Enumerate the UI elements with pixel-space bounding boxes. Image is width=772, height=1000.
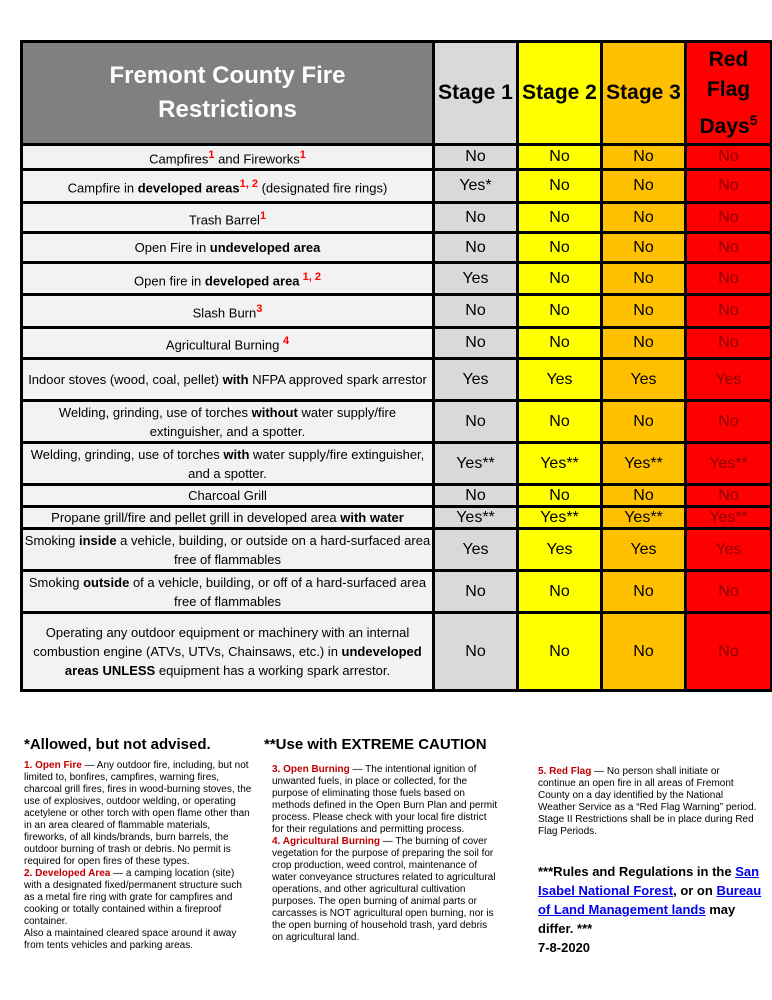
activity-text: Agricultural Burning (165, 337, 283, 353)
developed-area-definition (24, 868, 252, 928)
stage-3-value: Yes (602, 529, 686, 571)
activity-text: Trash Barrel (188, 211, 260, 227)
rules-tail: may differ. *** (538, 902, 736, 936)
activity-text: inside (78, 532, 117, 548)
table-row (22, 529, 772, 571)
activity-text: without (251, 404, 298, 420)
activity-text: Propane grill/fire and pellet grill in developed area (51, 510, 341, 526)
red-flag-value: No (686, 328, 772, 359)
red-flag-value: No (686, 485, 772, 507)
stage-1-value: No (434, 571, 518, 613)
red-flag-value: No (686, 401, 772, 443)
open-burning-term: 3. Open Burning (272, 764, 350, 775)
stage-3-value: No (602, 170, 686, 203)
activity-text: Open fire in (134, 272, 205, 288)
table-row (22, 443, 772, 485)
stage-1-value: Yes (434, 263, 518, 295)
activity-text: a vehicle, building, or outside on a hard-surfaced area free of flammables (116, 532, 431, 567)
red-flag-value: No (686, 203, 772, 233)
stage-1-value: Yes (434, 359, 518, 401)
stage-3-value: No (602, 233, 686, 263)
red-flag-text: — No person shall initiate or continue an open fire in all areas of Fremont County on a day identified by the National Weather Service as a “Red Flag Warning” period. Stage II Restrictions shall be in place during Red Flag Periods. (538, 766, 757, 837)
table-row (22, 359, 772, 401)
stage-3-value: No (602, 263, 686, 295)
footnote-marker: 1, 2 (299, 270, 321, 283)
stage-1-header: Stage 1 (434, 42, 518, 145)
stage-3-value: Yes** (602, 507, 686, 529)
red-flag-superscript: 5 (749, 111, 758, 128)
restrictions-body (22, 145, 772, 691)
stage-1-value: No (434, 485, 518, 507)
activity-text: outside (83, 574, 130, 590)
activity-cell (22, 145, 434, 170)
stage-1-value: Yes (434, 529, 518, 571)
activity-cell (22, 443, 434, 485)
activity-text: Slash Burn (192, 305, 257, 321)
restrictions-table (20, 40, 772, 692)
agricultural-burning-definition (272, 836, 500, 944)
activity-cell (22, 529, 434, 571)
developed-area-text: — a camping location (site) with a designated fixed/permanent structure such as a metal fire ring with grate for campfires and cooking or totally contained within a fireproof container. (24, 868, 242, 927)
stage-1-value: No (434, 328, 518, 359)
stage-3-value: No (602, 571, 686, 613)
blm-lands-link[interactable]: Bureau of Land Management lands (538, 883, 762, 917)
activity-text: with (223, 446, 250, 462)
stage-2-header: Stage 2 (518, 42, 602, 145)
activity-cell (22, 233, 434, 263)
stage-2-value: No (518, 170, 602, 203)
activity-text: undeveloped area (209, 240, 321, 256)
activity-text: Operating any outdoor equipment or machinery with an internal combustion engine (ATVs, UTVs, Chainsaws, etc.) in (33, 625, 410, 660)
stage-2-value: No (518, 401, 602, 443)
red-flag-value: No (686, 145, 772, 170)
red-flag-value: No (686, 571, 772, 613)
activity-text: developed areas (137, 180, 240, 196)
stage-1-value: No (434, 401, 518, 443)
open-burning-text: — The intentional ignition of unwanted fuels, in place or collected, for the purpose of eliminating those fuels based on methods defined in the Open Burn Plan and permit process. Please check with your local fire district for their regulations and permitting process. (272, 764, 498, 835)
activity-cell (22, 401, 434, 443)
stage-3-value: No (602, 401, 686, 443)
activity-text: Indoor stoves (wood, coal, pellet) (28, 372, 223, 388)
footnote-marker: 1 (259, 209, 267, 222)
stage-2-value: No (518, 233, 602, 263)
activity-text: undeveloped areas UNLESS (64, 644, 422, 679)
table-row (22, 263, 772, 295)
open-fire-definition (24, 760, 252, 868)
activity-text: water supply/fire extinguisher, and a spotter. (149, 404, 397, 439)
activity-text: of a vehicle, building, or off of a hard-surfaced area free of flammables (129, 574, 427, 609)
red-flag-line-2: Flag (706, 77, 751, 101)
stage-3-value: Yes** (602, 443, 686, 485)
stage-2-value: No (518, 203, 602, 233)
stage-2-value: No (518, 263, 602, 295)
red-flag-term: 5. Red Flag (538, 766, 592, 777)
activity-text: Charcoal Grill (188, 488, 267, 504)
stage-1-value: No (434, 233, 518, 263)
red-flag-value: Yes** (686, 507, 772, 529)
activity-text: (designated fire rings) (257, 180, 388, 196)
stage-3-header: Stage 3 (602, 42, 686, 145)
developed-area-term: 2. Developed Area (24, 868, 111, 879)
activity-cell (22, 263, 434, 295)
red-flag-value: Yes** (686, 443, 772, 485)
activity-text: Campfires (149, 151, 209, 167)
agricultural-burning-term: 4. Agricultural Burning (272, 836, 380, 847)
stage-3-value: Yes (602, 359, 686, 401)
stage-2-value: No (518, 145, 602, 170)
activity-cell (22, 571, 434, 613)
red-flag-value: No (686, 170, 772, 203)
stage-1-value: No (434, 295, 518, 328)
stage-3-value: No (602, 203, 686, 233)
footnote-marker: 1 (299, 149, 306, 161)
stage-3-value: No (602, 145, 686, 170)
stage-2-value: Yes** (518, 443, 602, 485)
activity-text: NFPA approved spark arrestor (248, 372, 427, 388)
table-row (22, 571, 772, 613)
stage-2-value: Yes (518, 529, 602, 571)
table-row (22, 233, 772, 263)
footnote-marker: 1 (208, 149, 215, 161)
developed-area-extra: Also a maintained cleared space around it away from tents vehicles and parking areas. (24, 928, 237, 951)
definitions-column-3 (538, 766, 760, 838)
activity-text: with (222, 372, 249, 388)
activity-text: Open Fire in (134, 240, 210, 256)
table-row (22, 295, 772, 328)
table-row (22, 203, 772, 233)
open-burning-definition (272, 764, 500, 836)
activity-cell (22, 328, 434, 359)
table-header-row (22, 42, 772, 145)
activity-text: equipment has a working spark arrestor. (155, 663, 391, 679)
activity-text: Welding, grinding, use of torches (30, 446, 224, 462)
definitions-column-2 (272, 764, 500, 944)
red-flag-line-1: Red (708, 47, 749, 71)
red-flag-value: No (686, 263, 772, 295)
caution-note: **Use with EXTREME CAUTION (264, 736, 487, 753)
stage-1-value: No (434, 145, 518, 170)
table-row (22, 507, 772, 529)
stage-1-value: Yes* (434, 170, 518, 203)
table-title (22, 42, 434, 145)
activity-text: Smoking (28, 574, 84, 590)
definitions-column-1 (24, 760, 252, 952)
stage-1-value: No (434, 613, 518, 691)
activity-text: and Fireworks (214, 151, 300, 167)
activity-cell (22, 203, 434, 233)
open-fire-text: — Any outdoor fire, including, but not limited to, bonfires, campfires, warning fires, charcoal grill fires, fires in wood-burning stoves, the use of explosives, outdoor welding, or operating acetylene or other torch with open flame other than in an area cleared of flammable materials, fireworks, of all kinds/brands, burn barrels, the outdoor burning of trash or debris. No permit is required for open fires of these types. (24, 760, 252, 867)
stage-2-value: No (518, 571, 602, 613)
stage-1-value: No (434, 203, 518, 233)
title-line-2: Restrictions (158, 96, 297, 123)
table-row (22, 328, 772, 359)
stage-2-value: No (518, 328, 602, 359)
table-row (22, 170, 772, 203)
table-row (22, 145, 772, 170)
san-isabel-link[interactable]: San Isabel National Forest (538, 864, 760, 898)
stage-3-value: No (602, 613, 686, 691)
red-flag-value: No (686, 295, 772, 328)
table-row (22, 485, 772, 507)
red-flag-header (686, 42, 772, 145)
activity-text: with water (340, 510, 404, 526)
red-flag-value: No (686, 613, 772, 691)
rules-lead: ***Rules and Regulations in the (538, 864, 736, 879)
red-flag-definition (538, 766, 760, 838)
stage-2-value: Yes** (518, 507, 602, 529)
stage-2-value: No (518, 295, 602, 328)
stage-2-value: No (518, 485, 602, 507)
activity-text: Campfire in (67, 180, 138, 196)
stage-1-value: Yes** (434, 443, 518, 485)
activity-cell (22, 613, 434, 691)
stage-3-value: No (602, 328, 686, 359)
activity-cell (22, 507, 434, 529)
stage-2-value: No (518, 613, 602, 691)
activity-text: water supply/fire extinguisher, and a spotter. (188, 446, 425, 481)
document-date: 7-8-2020 (538, 940, 591, 955)
activity-cell (22, 485, 434, 507)
red-flag-value: Yes (686, 529, 772, 571)
red-flag-line-3: Days (699, 114, 750, 138)
activity-cell (22, 359, 434, 401)
allowed-note: *Allowed, but not advised. (24, 736, 211, 753)
activity-text: developed area (204, 272, 300, 288)
table-row (22, 613, 772, 691)
red-flag-value: No (686, 233, 772, 263)
activity-text: Welding, grinding, use of torches (58, 404, 252, 420)
activity-cell (22, 170, 434, 203)
open-fire-term: 1. Open Fire (24, 760, 82, 771)
agricultural-burning-text: — The burning of cover vegetation for the purpose of preparing the soil for crop production, weed control, maintenance of water conveyance structures related to agricultural operations, and other agricultural cultivation purposes. The open burning of animal parts or carcasses is NOT agricultural open burning, nor is the open burning of household trash, yard debris on agricultural land. (272, 836, 496, 943)
stage-2-value: Yes (518, 359, 602, 401)
stage-3-value: No (602, 485, 686, 507)
footnote-marker: 4 (282, 335, 290, 348)
title-line-1: Fremont County Fire (109, 62, 346, 89)
footnote-marker: 3 (256, 303, 263, 316)
stage-3-value: No (602, 295, 686, 328)
activity-cell (22, 295, 434, 328)
table-row (22, 401, 772, 443)
rules-disclaimer (538, 862, 763, 957)
rules-mid: , or on (673, 883, 717, 898)
activity-text: Smoking (24, 532, 79, 548)
stage-1-value: Yes** (434, 507, 518, 529)
red-flag-value: Yes (686, 359, 772, 401)
footnote-marker: 1, 2 (239, 178, 258, 191)
